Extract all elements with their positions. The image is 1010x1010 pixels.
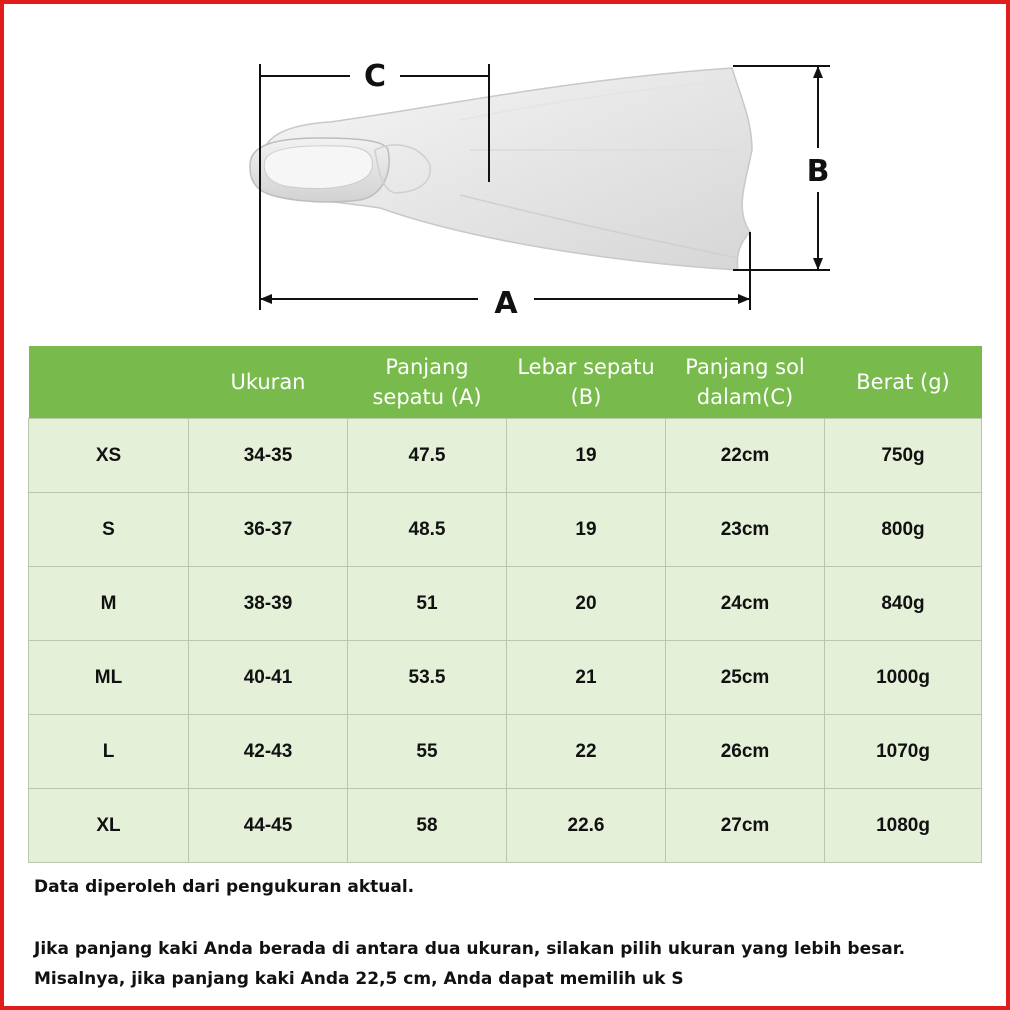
table-row	[29, 789, 982, 863]
dimension-label-a: A	[494, 286, 518, 321]
cell-ukuran: 42-43	[189, 715, 348, 789]
header-lebar-sepatu: Lebar sepatu (B)	[507, 346, 666, 419]
cell-lebar-sepatu: 19	[507, 419, 666, 493]
fin-dimension-diagram	[0, 0, 1010, 340]
header-size-label	[29, 346, 189, 419]
cell-lebar-sepatu: 20	[507, 567, 666, 641]
cell-berat: 750g	[825, 419, 982, 493]
header-ukuran: Ukuran	[189, 346, 348, 419]
cell-panjang-sol: 22cm	[666, 419, 825, 493]
size-chart-table	[28, 346, 982, 863]
cell-panjang-sol: 27cm	[666, 789, 825, 863]
cell-berat: 1070g	[825, 715, 982, 789]
cell-berat: 1080g	[825, 789, 982, 863]
table-header-row	[29, 346, 982, 419]
note-example: Misalnya, jika panjang kaki Anda 22,5 cm, Anda dapat memilih uk S	[34, 969, 684, 989]
cell-ukuran: 44-45	[189, 789, 348, 863]
table-row	[29, 493, 982, 567]
cell-size: M	[29, 567, 189, 641]
cell-berat: 800g	[825, 493, 982, 567]
cell-ukuran: 34-35	[189, 419, 348, 493]
cell-size: ML	[29, 641, 189, 715]
cell-panjang-sol: 25cm	[666, 641, 825, 715]
header-berat: Berat (g)	[825, 346, 982, 419]
cell-panjang-sol: 26cm	[666, 715, 825, 789]
cell-ukuran: 38-39	[189, 567, 348, 641]
dimension-label-b: B	[806, 154, 830, 189]
table-row	[29, 715, 982, 789]
cell-lebar-sepatu: 19	[507, 493, 666, 567]
header-panjang-sol: Panjang sol dalam(C)	[666, 346, 825, 419]
size-notes	[34, 872, 984, 994]
cell-lebar-sepatu: 22	[507, 715, 666, 789]
header-panjang-sepatu: Panjang sepatu (A)	[348, 346, 507, 419]
cell-panjang-sepatu: 55	[348, 715, 507, 789]
cell-lebar-sepatu: 21	[507, 641, 666, 715]
cell-size: L	[29, 715, 189, 789]
cell-size: XL	[29, 789, 189, 863]
cell-panjang-sepatu: 47.5	[348, 419, 507, 493]
cell-panjang-sepatu: 58	[348, 789, 507, 863]
cell-size: S	[29, 493, 189, 567]
table-row	[29, 567, 982, 641]
cell-lebar-sepatu: 22.6	[507, 789, 666, 863]
cell-berat: 1000g	[825, 641, 982, 715]
cell-ukuran: 36-37	[189, 493, 348, 567]
cell-size: XS	[29, 419, 189, 493]
cell-ukuran: 40-41	[189, 641, 348, 715]
cell-panjang-sepatu: 48.5	[348, 493, 507, 567]
note-size-advice: Jika panjang kaki Anda berada di antara dua ukuran, silakan pilih ukuran yang lebih besar.	[34, 939, 906, 959]
table-row	[29, 641, 982, 715]
cell-panjang-sepatu: 53.5	[348, 641, 507, 715]
note-measurement: Data diperoleh dari pengukuran aktual.	[34, 877, 415, 897]
dimension-label-c: C	[363, 59, 387, 94]
cell-panjang-sol: 24cm	[666, 567, 825, 641]
cell-panjang-sol: 23cm	[666, 493, 825, 567]
cell-berat: 840g	[825, 567, 982, 641]
table-row	[29, 419, 982, 493]
cell-panjang-sepatu: 51	[348, 567, 507, 641]
